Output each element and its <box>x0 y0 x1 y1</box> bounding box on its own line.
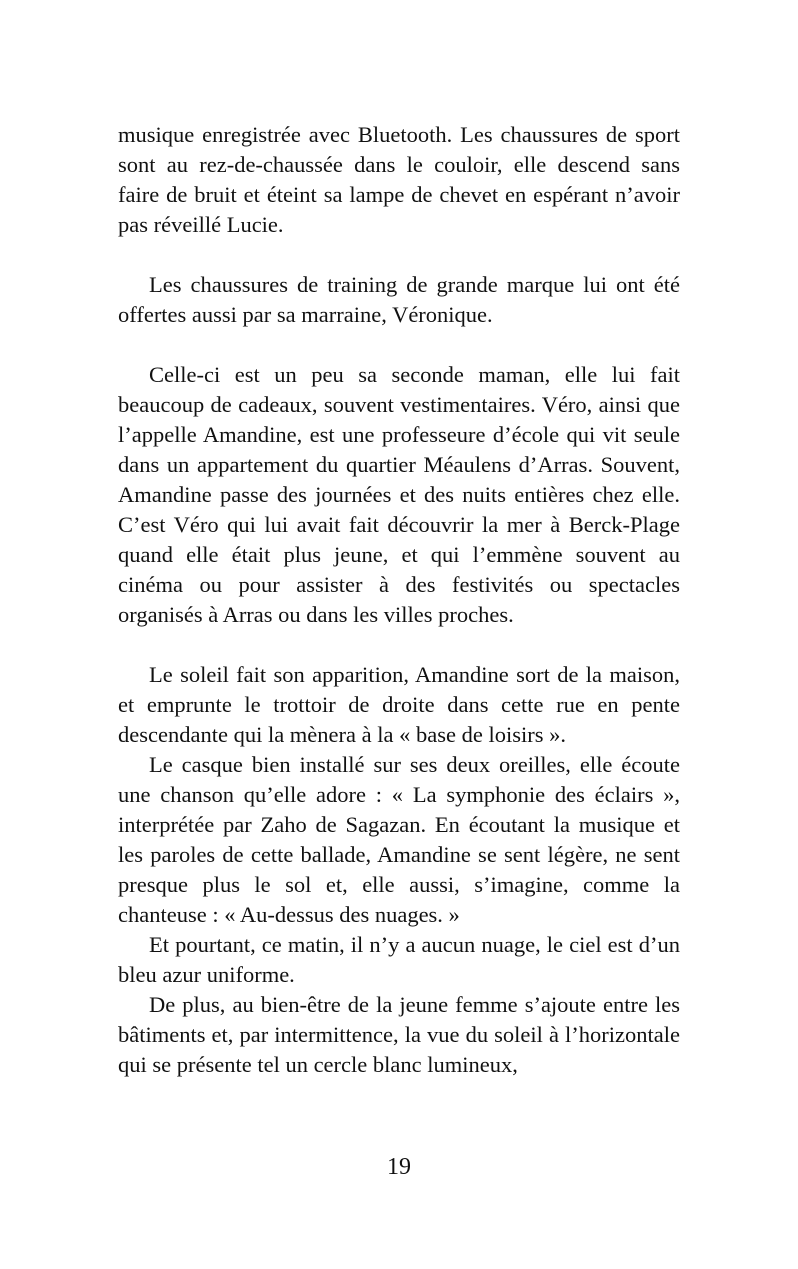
paragraph-2: Les chaussures de training de grande marque lui ont été offertes aussi par sa marraine, Véronique. <box>118 272 680 327</box>
paragraph-3: Celle-ci est un peu sa seconde maman, elle lui fait beaucoup de cadeaux, souvent vestimentaires. Véro, ainsi que l’appelle Amandine, est une professeure d’école qui vit seule dans un appartement du quartier Méaulens d’Arras. Souvent, Amandine passe des journées et des nuits entières chez elle. C’est Véro qui lui avait fait découvrir la mer à Berck-Plage quand elle était plus jeune, et qui l’emmène souvent au cinéma ou pour assister à des festivités ou spectacles organisés à Arras ou dans les villes proches. <box>118 362 680 627</box>
paragraph-4: Le soleil fait son apparition, Amandine sort de la maison, et emprunte le trottoir de droite dans cette rue en pente descendante qui la mènera à la « base de loisirs ». <box>118 662 680 747</box>
page-number: 19 <box>387 1154 411 1180</box>
paragraph-7: De plus, au bien-être de la jeune femme s’ajoute entre les bâtiments et, par intermittence, la vue du soleil à l’horizontale qui se présente tel un cercle blanc lumineux, <box>118 992 680 1077</box>
paragraph-1: musique enregistrée avec Bluetooth. Les chaussures de sport sont au rez-de-chaussée dans le couloir, elle descend sans faire de bruit et éteint sa lampe de chevet en espérant n’avoir pas réveillé Lucie. <box>118 122 680 237</box>
page-body <box>118 120 680 1080</box>
paragraph-6: Et pourtant, ce matin, il n’y a aucun nuage, le ciel est d’un bleu azur uniforme. <box>118 932 680 987</box>
paragraph-5: Le casque bien installé sur ses deux oreilles, elle écoute une chanson qu’elle adore : « La symphonie des éclairs », interprétée par Zaho de Sagazan. En écoutant la musique et les paroles de cette ballade, Amandine se sent légère, ne sent presque plus le sol et, elle aussi, s’imagine, comme la chanteuse : « Au-dessus des nuages. » <box>118 752 680 927</box>
